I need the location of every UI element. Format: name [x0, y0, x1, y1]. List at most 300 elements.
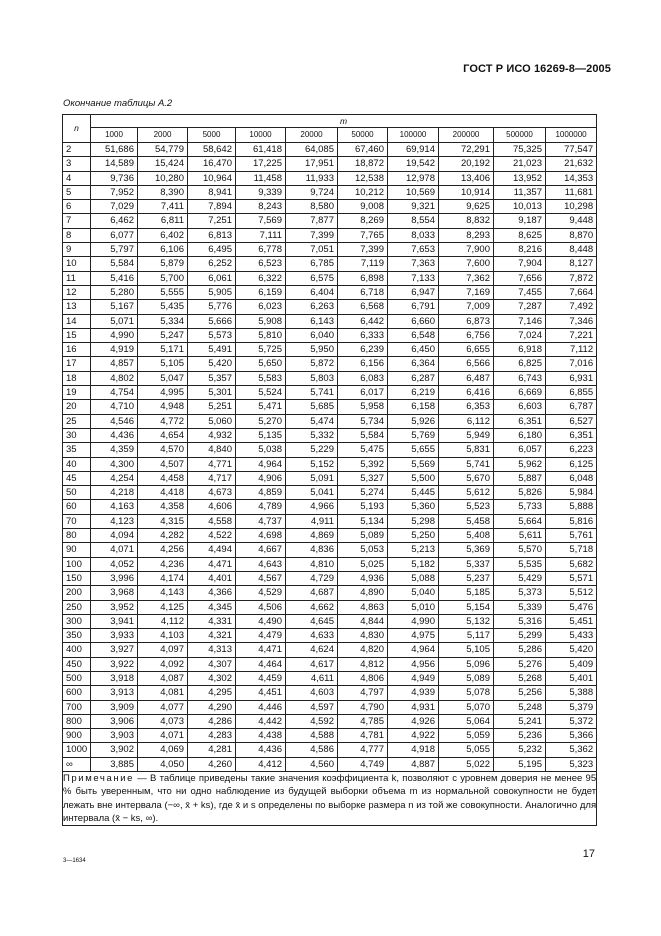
table-cell: 6,106: [138, 243, 188, 257]
table-cell: 4,459: [236, 671, 286, 685]
table-cell: 4,820: [338, 643, 388, 657]
table-cell: 5,195: [494, 757, 546, 771]
row-label-n: 500: [63, 671, 91, 685]
row-label-n: 12: [63, 285, 91, 299]
table-cell: 5,041: [286, 486, 338, 500]
table-cell: 5,797: [91, 243, 138, 257]
table-cell: 5,926: [388, 414, 439, 428]
table-cell: 77,547: [546, 143, 597, 157]
table-cell: 4,887: [388, 757, 439, 771]
table-cell: 7,455: [494, 285, 546, 299]
table-cell: 7,146: [494, 314, 546, 328]
table-cell: 3,996: [91, 571, 138, 585]
table-cell: 8,832: [439, 214, 494, 228]
table-cell: 5,388: [546, 686, 597, 700]
row-label-n: 70: [63, 514, 91, 528]
table-cell: 4,990: [388, 614, 439, 628]
table-row: [63, 457, 597, 471]
table-cell: 19,542: [388, 157, 439, 171]
table-cell: 7,112: [546, 343, 597, 357]
table-cell: 9,339: [236, 185, 286, 199]
table-cell: 6,023: [236, 300, 286, 314]
table-row: [63, 171, 597, 185]
row-header-n: n: [63, 115, 91, 143]
table-cell: 6,756: [439, 328, 494, 342]
row-label-n: 5: [63, 185, 91, 199]
table-cell: 6,811: [138, 214, 188, 228]
table-cell: 5,769: [388, 428, 439, 442]
table-row: [63, 343, 597, 357]
table-cell: 6,487: [439, 371, 494, 385]
table-cell: 7,600: [439, 257, 494, 271]
table-cell: 4,781: [338, 729, 388, 743]
table-cell: 5,357: [188, 371, 236, 385]
row-label-n: 6: [63, 200, 91, 214]
table-cell: 8,580: [286, 200, 338, 214]
table-cell: 7,051: [286, 243, 338, 257]
table-cell: 5,420: [546, 643, 597, 657]
table-cell: 4,948: [138, 400, 188, 414]
table-cell: 5,718: [546, 543, 597, 557]
table-cell: 4,097: [138, 643, 188, 657]
row-label-n: 800: [63, 714, 91, 728]
table-cell: 4,529: [236, 586, 286, 600]
table-cell: 4,918: [388, 743, 439, 757]
table-cell: 5,908: [236, 314, 286, 328]
table-cell: 4,789: [236, 500, 286, 514]
table-cell: 4,077: [138, 700, 188, 714]
table-cell: 4,698: [236, 529, 286, 543]
table-cell: 5,022: [439, 757, 494, 771]
table-cell: 5,250: [388, 529, 439, 543]
table-cell: 5,105: [138, 357, 188, 371]
table-cell: 7,872: [546, 271, 597, 285]
table-cell: 5,474: [286, 414, 338, 428]
table-cell: 4,071: [91, 543, 138, 557]
table-cell: 4,081: [138, 686, 188, 700]
table-cell: 8,554: [388, 214, 439, 228]
table-cell: 4,256: [138, 543, 188, 557]
table-cell: 5,949: [439, 428, 494, 442]
table-cell: 4,949: [388, 671, 439, 685]
table-cell: 14,589: [91, 157, 138, 171]
table-cell: 4,790: [338, 700, 388, 714]
table-cell: 5,682: [546, 557, 597, 571]
row-label-n: 200: [63, 586, 91, 600]
row-label-n: 700: [63, 700, 91, 714]
table-cell: 5,089: [439, 671, 494, 685]
table-cell: 4,174: [138, 571, 188, 585]
table-cell: 10,298: [546, 200, 597, 214]
table-cell: 4,438: [236, 729, 286, 743]
table-cell: 4,366: [188, 586, 236, 600]
table-cell: 58,642: [188, 143, 236, 157]
table-cell: 5,905: [188, 285, 236, 299]
table-cell: 5,573: [188, 328, 236, 342]
table-cell: 7,877: [286, 214, 338, 228]
table-cell: 5,950: [286, 343, 338, 357]
table-cell: 6,947: [388, 285, 439, 299]
table-row: [63, 271, 597, 285]
table-cell: 4,806: [338, 671, 388, 685]
table-cell: 4,931: [388, 700, 439, 714]
table-cell: 5,535: [494, 557, 546, 571]
table-cell: 6,898: [338, 271, 388, 285]
table-cell: 6,787: [546, 400, 597, 414]
table-cell: 4,687: [286, 586, 338, 600]
table-cell: 4,315: [138, 514, 188, 528]
table-cell: 5,185: [439, 586, 494, 600]
table-cell: 17,951: [286, 157, 338, 171]
table-row: [63, 529, 597, 543]
table-cell: 5,445: [388, 486, 439, 500]
table-row: [63, 414, 597, 428]
table-cell: 4,436: [91, 428, 138, 442]
column-header: 20000: [286, 128, 338, 143]
table-cell: 7,029: [91, 200, 138, 214]
table-cell: 6,040: [286, 328, 338, 342]
table-cell: 6,263: [286, 300, 338, 314]
table-cell: 6,077: [91, 228, 138, 242]
column-header: 5000: [188, 128, 236, 143]
table-row: [63, 157, 597, 171]
table-cell: 5,274: [338, 486, 388, 500]
table-cell: 4,964: [388, 643, 439, 657]
table-cell: 4,163: [91, 500, 138, 514]
table-cell: 5,831: [439, 443, 494, 457]
table-cell: 4,358: [138, 500, 188, 514]
table-cell: 4,567: [236, 571, 286, 585]
table-cell: 3,913: [91, 686, 138, 700]
table-cell: 5,569: [388, 457, 439, 471]
table-row: [63, 543, 597, 557]
table-cell: 5,105: [439, 643, 494, 657]
table-cell: 18,872: [338, 157, 388, 171]
table-row: [63, 629, 597, 643]
table-cell: 4,754: [91, 386, 138, 400]
table-cell: 5,299: [494, 629, 546, 643]
table-cell: 4,592: [286, 714, 338, 728]
table-cell: 4,717: [188, 471, 236, 485]
column-header: 10000: [236, 128, 286, 143]
row-label-n: 15: [63, 328, 91, 342]
table-cell: 5,962: [494, 457, 546, 471]
table-cell: 5,047: [138, 371, 188, 385]
table-cell: 12,978: [388, 171, 439, 185]
table-cell: 5,369: [439, 543, 494, 557]
table-cell: 4,464: [236, 657, 286, 671]
table-cell: 7,169: [439, 285, 494, 299]
table-cell: 5,409: [546, 657, 597, 671]
table-cell: 4,729: [286, 571, 338, 585]
table-cell: 6,287: [388, 371, 439, 385]
table-cell: 5,055: [439, 743, 494, 757]
table-cell: 5,134: [338, 514, 388, 528]
table-row: [63, 200, 597, 214]
table-cell: 5,132: [439, 614, 494, 628]
table-row: [63, 143, 597, 157]
table-cell: 4,662: [286, 600, 338, 614]
table-cell: 4,812: [338, 657, 388, 671]
table-row: [63, 443, 597, 457]
table-cell: 5,232: [494, 743, 546, 757]
table-cell: 10,914: [439, 185, 494, 199]
table-cell: 7,119: [338, 257, 388, 271]
table-cell: 5,700: [138, 271, 188, 285]
table-cell: 5,334: [138, 314, 188, 328]
table-cell: 5,070: [439, 700, 494, 714]
table-cell: 5,429: [494, 571, 546, 585]
row-label-n: 3: [63, 157, 91, 171]
table-row: [63, 400, 597, 414]
table-cell: 4,911: [286, 514, 338, 528]
row-label-n: 4: [63, 171, 91, 185]
table-cell: 4,922: [388, 729, 439, 743]
table-cell: 5,339: [494, 600, 546, 614]
table-cell: 4,737: [236, 514, 286, 528]
table-cell: 5,276: [494, 657, 546, 671]
table-cell: 8,625: [494, 228, 546, 242]
table-cell: 67,460: [338, 143, 388, 157]
table-cell: 4,321: [188, 629, 236, 643]
table-cell: 6,143: [286, 314, 338, 328]
table-cell: 5,096: [439, 657, 494, 671]
table-cell: 5,053: [338, 543, 388, 557]
table-cell: 5,655: [388, 443, 439, 457]
table-cell: 4,286: [188, 714, 236, 728]
table-row: [63, 386, 597, 400]
table-cell: 4,926: [388, 714, 439, 728]
column-header: 2000: [138, 128, 188, 143]
table-cell: 12,538: [338, 171, 388, 185]
table-cell: 4,890: [338, 586, 388, 600]
table-cell: 6,223: [546, 443, 597, 457]
table-cell: 4,966: [286, 500, 338, 514]
table-cell: 5,038: [236, 443, 286, 457]
table-row: [63, 600, 597, 614]
table-cell: 5,327: [338, 471, 388, 485]
table-cell: 5,372: [546, 714, 597, 728]
row-label-n: 250: [63, 600, 91, 614]
table-row: [63, 671, 597, 685]
table-cell: 69,914: [388, 143, 439, 157]
table-cell: 7,765: [338, 228, 388, 242]
table-row: [63, 729, 597, 743]
table-row: [63, 471, 597, 485]
table-cell: 4,859: [236, 486, 286, 500]
table-cell: 6,239: [338, 343, 388, 357]
table-cell: 4,123: [91, 514, 138, 528]
column-group-header-m: m: [91, 115, 597, 128]
table-cell: 6,743: [494, 371, 546, 385]
row-label-n: 2: [63, 143, 91, 157]
table-cell: 3,968: [91, 586, 138, 600]
row-label-n: 9: [63, 243, 91, 257]
data-table: [62, 114, 597, 826]
table-cell: 4,830: [338, 629, 388, 643]
table-cell: 5,088: [388, 571, 439, 585]
table-cell: 10,280: [138, 171, 188, 185]
table-cell: 6,252: [188, 257, 236, 271]
table-cell: 4,458: [138, 471, 188, 485]
row-label-n: ∞: [63, 757, 91, 771]
table-cell: 4,919: [91, 343, 138, 357]
table-row: [63, 586, 597, 600]
table-cell: 6,718: [338, 285, 388, 299]
table-cell: 4,345: [188, 600, 236, 614]
row-label-n: 600: [63, 686, 91, 700]
row-label-n: 1000: [63, 743, 91, 757]
table-cell: 8,033: [388, 228, 439, 242]
table-cell: 4,785: [338, 714, 388, 728]
table-cell: 6,219: [388, 386, 439, 400]
table-cell: 5,420: [188, 357, 236, 371]
table-cell: 7,952: [91, 185, 138, 199]
table-cell: 6,669: [494, 386, 546, 400]
table-cell: 5,725: [236, 343, 286, 357]
table-cell: 5,337: [439, 557, 494, 571]
table-cell: 6,351: [494, 414, 546, 428]
row-label-n: 19: [63, 386, 91, 400]
table-cell: 5,523: [439, 500, 494, 514]
table-row: [63, 486, 597, 500]
table-cell: 4,300: [91, 457, 138, 471]
table-cell: 7,346: [546, 314, 597, 328]
table-cell: 6,778: [236, 243, 286, 257]
table-cell: 4,606: [188, 500, 236, 514]
table-cell: 7,133: [388, 271, 439, 285]
printer-code: 3—1634: [63, 858, 86, 864]
table-cell: 4,869: [286, 529, 338, 543]
row-label-n: 30: [63, 428, 91, 442]
table-cell: 11,458: [236, 171, 286, 185]
table-cell: 5,471: [236, 400, 286, 414]
table-cell: 4,771: [188, 457, 236, 471]
table-cell: 6,158: [388, 400, 439, 414]
table-row: [63, 514, 597, 528]
table-cell: 5,408: [439, 529, 494, 543]
table-cell: 5,229: [286, 443, 338, 457]
table-cell: 6,548: [388, 328, 439, 342]
table-cell: 5,373: [494, 586, 546, 600]
table-cell: 5,362: [546, 743, 597, 757]
table-cell: 6,364: [388, 357, 439, 371]
row-label-n: 60: [63, 500, 91, 514]
row-label-n: 17: [63, 357, 91, 371]
table-cell: 4,546: [91, 414, 138, 428]
table-cell: 75,325: [494, 143, 546, 157]
table-cell: 4,797: [338, 686, 388, 700]
table-cell: 4,840: [188, 443, 236, 457]
table-cell: 5,135: [236, 428, 286, 442]
table-cell: 4,667: [236, 543, 286, 557]
table-cell: 5,316: [494, 614, 546, 628]
table-cell: 5,555: [138, 285, 188, 299]
table-cell: 11,357: [494, 185, 546, 199]
column-header-row: [63, 128, 597, 143]
table-row: [63, 300, 597, 314]
table-cell: 5,650: [236, 357, 286, 371]
table-cell: 4,451: [236, 686, 286, 700]
table-cell: 7,221: [546, 328, 597, 342]
table-row: [63, 214, 597, 228]
table-cell: 13,952: [494, 171, 546, 185]
table-cell: 3,885: [91, 757, 138, 771]
table-cell: 4,990: [91, 328, 138, 342]
table-cell: 4,844: [338, 614, 388, 628]
table-cell: 4,052: [91, 557, 138, 571]
table-cell: 5,872: [286, 357, 338, 371]
table-cell: 5,025: [338, 557, 388, 571]
table-cell: 4,125: [138, 600, 188, 614]
table-cell: 5,167: [91, 300, 138, 314]
table-cell: 5,213: [388, 543, 439, 557]
table-cell: 4,313: [188, 643, 236, 657]
table-cell: 6,791: [388, 300, 439, 314]
row-label-n: 90: [63, 543, 91, 557]
table-cell: 6,785: [286, 257, 338, 271]
table-cell: 7,399: [338, 243, 388, 257]
table-cell: 4,092: [138, 657, 188, 671]
table-cell: 5,733: [494, 500, 546, 514]
table-cell: 5,268: [494, 671, 546, 685]
table-cell: 5,040: [388, 586, 439, 600]
table-cell: 4,307: [188, 657, 236, 671]
row-label-n: 80: [63, 529, 91, 543]
table-cell: 10,569: [388, 185, 439, 199]
table-cell: 6,112: [439, 414, 494, 428]
table-cell: 5,401: [546, 671, 597, 685]
table-note: [63, 772, 597, 826]
table-row: [63, 571, 597, 585]
table-cell: 4,802: [91, 371, 138, 385]
table-cell: 72,291: [439, 143, 494, 157]
table-cell: 5,089: [338, 529, 388, 543]
table-cell: 6,322: [236, 271, 286, 285]
table-cell: 4,071: [138, 729, 188, 743]
table-cell: 9,008: [338, 200, 388, 214]
row-label-n: 25: [63, 414, 91, 428]
table-cell: 4,777: [338, 743, 388, 757]
table-cell: 7,363: [388, 257, 439, 271]
table-cell: 6,575: [286, 271, 338, 285]
table-cell: 5,433: [546, 629, 597, 643]
table-cell: 6,873: [439, 314, 494, 328]
table-cell: 15,424: [138, 157, 188, 171]
table-cell: 9,736: [91, 171, 138, 185]
table-cell: 4,236: [138, 557, 188, 571]
table-cell: 4,522: [188, 529, 236, 543]
table-cell: 5,301: [188, 386, 236, 400]
table-cell: 6,351: [546, 428, 597, 442]
table-cell: 4,359: [91, 443, 138, 457]
table-cell: 7,894: [188, 200, 236, 214]
table-cell: 5,152: [286, 457, 338, 471]
table-cell: 4,283: [188, 729, 236, 743]
table-cell: 5,323: [546, 757, 597, 771]
table-cell: 5,776: [188, 300, 236, 314]
column-header: 200000: [439, 128, 494, 143]
table-cell: 4,050: [138, 757, 188, 771]
table-cell: 5,491: [188, 343, 236, 357]
table-cell: 6,083: [338, 371, 388, 385]
table-cell: 3,933: [91, 629, 138, 643]
table-cell: 6,450: [388, 343, 439, 357]
note-title: Примечание: [63, 773, 134, 785]
table-cell: 7,656: [494, 271, 546, 285]
table-cell: 8,870: [546, 228, 597, 242]
table-cell: 5,458: [439, 514, 494, 528]
